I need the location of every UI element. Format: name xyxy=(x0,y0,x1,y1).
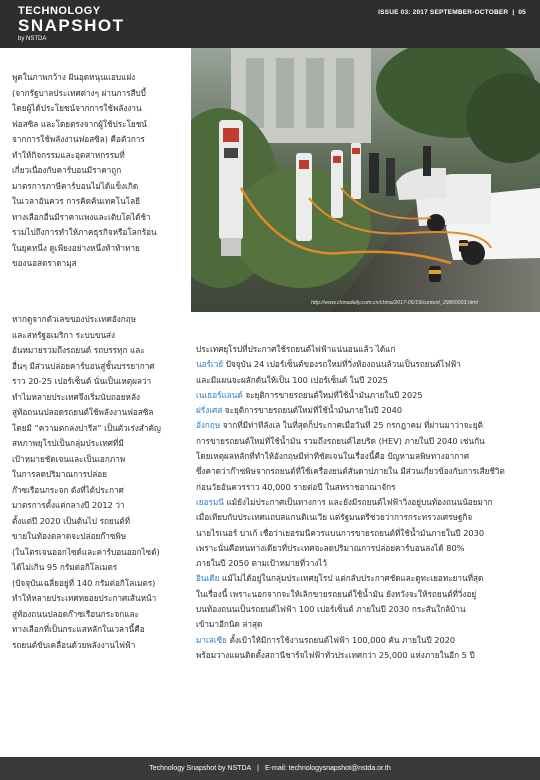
text-line xyxy=(196,373,528,388)
text-line xyxy=(196,342,528,357)
photo-credit: http://www.chinadaily.com.cn/china/2017-06/19/content_29800003.html xyxy=(311,300,478,306)
line-text: จะยุติการขายรถยนต์ใหม่ที่ใช้น้ำมันภายในปี 2040 xyxy=(222,405,403,416)
brand-line1: TECHNOLOGY xyxy=(18,5,101,17)
line-text: โดยเหตุผลหลักที่ทำให้อังกฤษมีท่าทีชัดเจนในเรื่องนี้คือ ปัญหามลพิษทางอากาศ xyxy=(196,451,470,462)
text-line: สหภาพยุโรปเป็นกลุ่มประเทศที่มี xyxy=(12,438,124,448)
text-line xyxy=(196,648,528,663)
line-text: ซึ่งคาดว่าก๊าซพิษจากรถยนต์ที่ใช้เครื่องยนต์สันดาปภายใน มีส่วนเกี่ยวข้องกับการเสียชีวิต xyxy=(196,466,505,477)
text-line: ฟอสซิล และโดยตรงจากผู้ใช้ประโยชน์ xyxy=(12,118,147,129)
country-name: อินเดีย xyxy=(196,573,220,584)
text-line xyxy=(196,495,528,510)
text-line: ทางเลือกที่เป็นกระแสหลักในเวลานี้คือ xyxy=(12,624,145,634)
issue-separator: | xyxy=(512,9,515,16)
country-name: นอร์เวย์ xyxy=(196,359,224,370)
text-line: เป้าหมายชัดเจนและเป็นเอกภาพ xyxy=(12,453,126,464)
text-line: พูดในภาพกว้าง ฝันอุดหนุนแอบแฝง xyxy=(12,72,136,82)
text-line xyxy=(196,556,528,571)
page-header xyxy=(0,0,540,48)
text-line xyxy=(196,510,528,525)
line-text: ตั้งเป้าให้มีการใช้งานรถยนต์ไฟฟ้า 100,000 คัน ภายในปี 2020 xyxy=(226,634,456,645)
country-name: เยอรมนี xyxy=(196,496,224,507)
text-line: โดยมี “ความตกลงปารีส” เป็นตัวเร่งสำคัญ xyxy=(12,422,161,433)
line-text: เข้ามาอีกนิด ล่าสุด xyxy=(196,619,263,630)
text-line xyxy=(196,571,528,586)
issue-info xyxy=(378,9,526,16)
text-line xyxy=(196,526,528,541)
text-line: (ในโตรเจนออกไซด์และคาร์บอนออกไซด์) xyxy=(12,546,160,557)
text-line xyxy=(196,633,528,648)
line-text: แม้ยังไม่ประกาศเป็นทางการ และยังมีรถยนต์ไฟฟ้าวิ่งอยู่บนท้องถนนน้อยมาก xyxy=(223,496,493,507)
text-line xyxy=(196,602,528,617)
line-text: และมีแผนจะผลักดันให้เป็น 100 เปอร์เซ็นต์ ในปี 2025 xyxy=(196,374,388,385)
ev-charging-photo xyxy=(191,48,540,312)
line-text: ในเรื่องนี้ เพราะนอกจากจะให้เลิกขายรถยนต์ใช้น้ำมัน ยังหวังจะให้รถยนต์ที่วิ่งอยู่ xyxy=(196,588,477,599)
line-text: เพราะนั่นคือหนทางเดียวที่ประเทศจะลดปริมาณการปล่อยคาร์บอนลงได้ 80% xyxy=(196,542,465,553)
text-line xyxy=(196,434,528,449)
text-line: ตั้งแต่ปี 2020 เป็นต้นไป รถยนต์ที่ xyxy=(12,515,131,526)
text-line: (ปัจจุบันเฉลี่ยอยู่ที่ 140 กรัมต่อกิโลเมตร) xyxy=(12,577,156,588)
text-line: สู่ท้องถนนปลอดก๊าซเรือนกระจกและ xyxy=(12,608,139,619)
line-text: จากที่มีท่าทีลังเล ในที่สุดก็ประกาศเมื่อวันที่ 25 กรกฎาคม ที่ผ่านมาว่าจะยุติ xyxy=(220,420,483,431)
text-line: ทำให้กิจกรรมและอุตสาหกรรมที่ xyxy=(12,149,125,160)
text-line xyxy=(196,449,528,464)
text-line: ในการลดปริมาณการปล่อย xyxy=(12,469,107,479)
charger-1 xyxy=(219,120,243,256)
text-line xyxy=(196,480,528,495)
left-column-block3 xyxy=(12,436,184,653)
country-name: มาเลเซีย xyxy=(196,634,227,645)
charger-4 xyxy=(351,143,361,199)
line-text: ประเทศยุโรปที่ประกาศใช้รถยนต์ไฟฟ้าแน่นอนแล้ว ได้แก่ xyxy=(196,344,396,354)
text-line: มาตรการตั้งแต่กลางปี 2012 ว่า xyxy=(12,500,125,510)
text-line xyxy=(196,464,528,479)
text-line: (จากรัฐบาลประเทศต่างๆ ผ่านการสืบบี้ xyxy=(12,87,146,98)
page-number: 05 xyxy=(518,9,526,16)
charger-3 xyxy=(331,150,343,218)
line-text: ปัจจุบัน 24 เปอร์เซ็นต์ของรถใหม่ที่วิ่งท้องถนนล้วนเป็นรถยนต์ไฟฟ้า xyxy=(223,359,461,370)
line-text: ก่อนวัยอันควรราว 40,000 รายต่อปี ในสหราชอาณาจักร xyxy=(196,481,396,492)
line-text: การขายรถยนต์ใหม่ที่ใช้น้ำมัน รวมถึงรถยนต์ไฮบริด (HEV) ภายในปี 2040 เช่นกัน xyxy=(196,435,485,446)
brand-line2: SNAPSHOT xyxy=(18,16,125,35)
text-line xyxy=(196,617,528,632)
left-column-block2 xyxy=(12,312,184,436)
text-line: ในเวลาอันควร การคิดค้นเทคโนโลยี xyxy=(12,196,140,206)
text-line xyxy=(196,403,528,418)
country-name: ฝรั่งเศส xyxy=(196,405,223,416)
text-line xyxy=(196,357,528,372)
line-text: ภายในปี 2050 ตามเป้าหมายที่วางไว้ xyxy=(196,558,328,569)
photo-illustration xyxy=(191,48,540,312)
text-line xyxy=(196,541,528,556)
text-line: สู่ท้อถนนปลอดรถยนต์ใช้พลังงานฟอสซิล xyxy=(12,407,154,417)
text-line: ทำไมหลายประเทศจึงเริ่มนับถอยหลัง xyxy=(12,391,140,402)
line-text: แม้ไม่ได้อยู่ในกลุ่มประเทศยุโรป แต่กลับประกาศชัดและดูทะเยอทะยานที่สุด xyxy=(219,573,484,584)
text-line: ทำให้หลายประเทศทยอยประกาศเส้นหน้า xyxy=(12,593,157,603)
text-line: ขายในท้องตลาดจะปล่อยก๊าซพิษ xyxy=(12,531,127,541)
text-line: เกี่ยวเนื่องกับคาร์บอนมีราคาถูก xyxy=(12,165,122,175)
text-line: ราว 20-25 เปอร์เซ็นต์ นั่นเป็นเหตุผลว่า xyxy=(12,376,152,386)
text-line xyxy=(196,388,528,403)
text-line: อันหมายรวมถึงรถยนต์ รถบรรทุก และ xyxy=(12,345,145,355)
line-text: บนท้องถนนเป็นรถยนต์ไฟฟ้า 100 เปอร์เซ็นต์ ภายในปี 2030 กระสันใกล้บ้าน xyxy=(196,604,466,615)
brand-logo xyxy=(18,6,124,43)
charger-2 xyxy=(296,153,312,241)
line-text: นายไรเนอร์ บาเก้ เชื่อว่าเยอรมนีควรแบนการขายรถยนต์ที่ใช้น้ำมันภายในปี 2030 xyxy=(196,527,485,538)
brand-by: by NSTDA xyxy=(18,36,47,42)
line-text: จะยุติการขายรถยนต์ใหม่ที่ใช้น้ำมันภายในปี 2025 xyxy=(242,389,423,400)
text-line: รถยนต์ขับเคลื่อนด้วยพลังงานไฟฟ้า xyxy=(12,639,136,650)
text-line: รวมไปถึงการทำให้ภาคธุรกิจหรือโลกร้อน xyxy=(12,227,157,237)
text-line: และสหรัฐอเมริกา ระบบขนส่ง xyxy=(12,329,116,340)
issue-label: ISSUE 03: 2017 SEPTEMBER-OCTOBER xyxy=(378,9,509,16)
country-name: เนเธอร์แลนด์ xyxy=(196,389,243,400)
text-line: ก๊าซเรือนกระจก ดังที่ได้ประกาศ xyxy=(12,484,124,495)
text-line: หากดูจากตัวเลขของประเทศอังกฤษ xyxy=(12,314,137,324)
text-line: อื่นๆ มีส่วนปล่อยคาร์บอนสู่ชั้นบรรยากาศ xyxy=(12,360,155,371)
footer-email[interactable]: E-mail: technologysnapshot@nstda.or.th xyxy=(264,765,391,772)
line-text: เมื่อเทียบกับประเทศแถบสแกนดิเนเวีย แต่รัฐมนตรีช่วยว่าการกระทรวงเศรษฐกิจ xyxy=(196,512,473,523)
footer-brand: Technology Snapshot by NSTDA xyxy=(149,765,252,772)
line-text: พร้อมวางแผนติดตั้งสถานีชาร์จไฟฟ้าทั่วประเทศกว่า 25,000 แห่งภายในอีก 5 ปี xyxy=(196,649,475,660)
left-column-block1 xyxy=(12,70,184,272)
text-line: ได้ไม่เกิน 95 กรัมต่อกิโลเมตร xyxy=(12,562,118,572)
text-line: มาตรการภาษีคาร์บอนไม่ได้แข็งเกิด xyxy=(12,180,139,191)
text-line: ของนอสตราดามุส xyxy=(12,258,77,268)
text-line: จากการใช้พลังงานฟอสซิล) คือตัวการ xyxy=(12,134,145,144)
text-line: ทางเลือกอื่นมีราคาแพงและเติบโตได้ช้า xyxy=(12,211,151,222)
text-line xyxy=(196,587,528,602)
footer-separator: | xyxy=(257,765,259,772)
text-line xyxy=(196,418,528,433)
text-line: ในยุคหนึ่ง ดูเพียงอย่างหนึ่งท้าท้าทาย xyxy=(12,242,140,253)
country-name: อังกฤษ xyxy=(196,420,221,431)
right-column xyxy=(196,342,528,663)
page-footer xyxy=(0,757,540,780)
text-line: โดยผู้ได้ประโยชน์จากการใช้พลังงาน xyxy=(12,103,142,113)
